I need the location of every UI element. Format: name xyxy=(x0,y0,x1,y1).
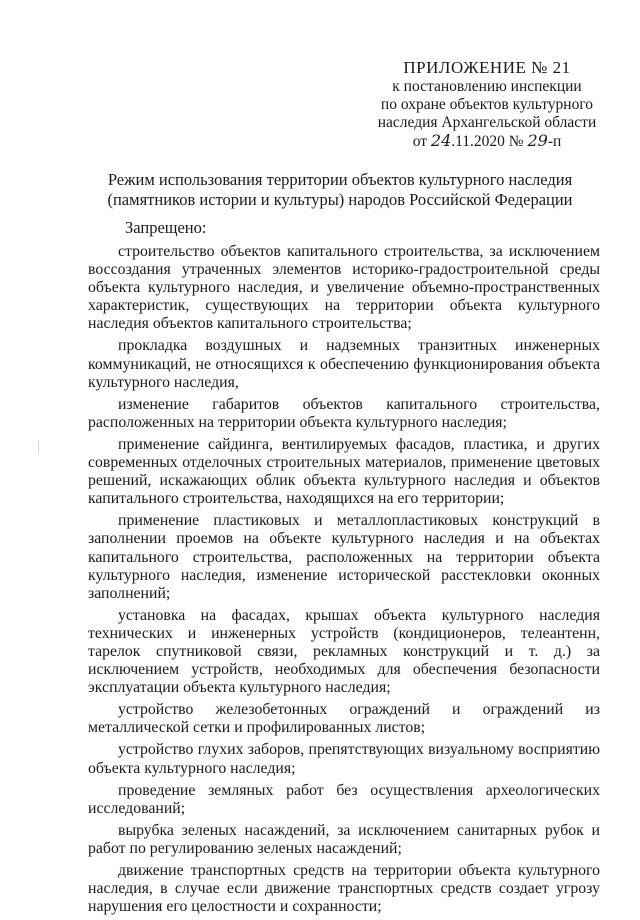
appendix-line-1: к постановлению инспекции xyxy=(392,78,582,95)
appendix-date-line xyxy=(372,132,602,151)
appendix-line-3: наследия Архангельской области xyxy=(377,114,597,131)
document-title xyxy=(60,170,620,210)
list-item: проведение земляных работ без осуществления археологических исследований; xyxy=(88,781,600,817)
appendix-line-2: по охране объектов культурного xyxy=(380,96,594,113)
list-item: движение транспортных средств на территории объекта культурного наследия, в случае если движение транспортных средств создает угрозу нарушения его целостности и сохранности; xyxy=(88,862,600,916)
appendix-title: ПРИЛОЖЕНИЕ № 21 xyxy=(403,58,571,77)
date-prefix: от xyxy=(412,133,428,150)
list-item: установка на фасадах, крышах объекта культурного наследия технических и инженерных устройств (кондиционеров, телеантенн, тарелок спутниковой связи, рекламных конструкций и т. д.) за исключением устройств, необходимых для обеспечения безопасности эксплуатации объекта культурного наследия; xyxy=(88,606,600,697)
doc-number-suffix: -п xyxy=(547,133,562,150)
list-item: строительство объектов капитального строительства, за исключением воссоздания утраченных элементов историко-градостроительной среды объекта культурного наследия, и увеличение объемно-пространственных характеристик, существующих на территории объекта культурного наследия объектов капитального строительства; xyxy=(88,243,600,333)
list-item: прокладка воздушных и надземных транзитных инженерных коммуникаций, не относящихся к обеспечению функционирования объекта культурного наследия, xyxy=(88,337,600,391)
list-item: устройство глухих заборов, препятствующих визуальному восприятию объекта культурного наследия; xyxy=(88,741,600,777)
appendix-header xyxy=(372,58,602,151)
list-item: вырубка зеленых насаждений, за исключением санитарных рубок и работ по регулированию зеленых насаждений; xyxy=(88,821,600,857)
document-title-line-1: Режим использования территории объектов культурного наследия xyxy=(107,170,573,189)
margin-mark xyxy=(38,440,39,454)
prohibited-label: Запрещено: xyxy=(125,218,207,237)
list-item: применение пластиковых и металлопластиковых конструкций в заполнении проемов на объекте культурного наследия и на объектах капитального строительства, расположенных на территории объекта культурного наследия, изменение исторической расстекловки оконных заполнений; xyxy=(88,512,600,602)
date-day-handwritten: 24 xyxy=(430,131,452,150)
doc-number-handwritten: 29 xyxy=(527,131,548,150)
document-body xyxy=(88,243,600,920)
date-rest: .11.2020 № xyxy=(451,133,524,150)
document-title-line-2: (памятников истории и культуры) народов Российской Федерации xyxy=(107,190,573,209)
list-item: применение сайдинга, вентилируемых фасадов, пластика, и других современных отделочных строительных материалов, применение цветовых решений, искажающих облик объекта культурного наследия и объектов капитального строительства, находящихся на его территории; xyxy=(88,435,600,508)
list-item: устройство железобетонных ограждений и ограждений из металлической сетки и профилированных листов; xyxy=(88,701,600,737)
list-item: изменение габаритов объектов капитального строительства, расположенных на территории объекта культурного наследия; xyxy=(88,395,600,431)
